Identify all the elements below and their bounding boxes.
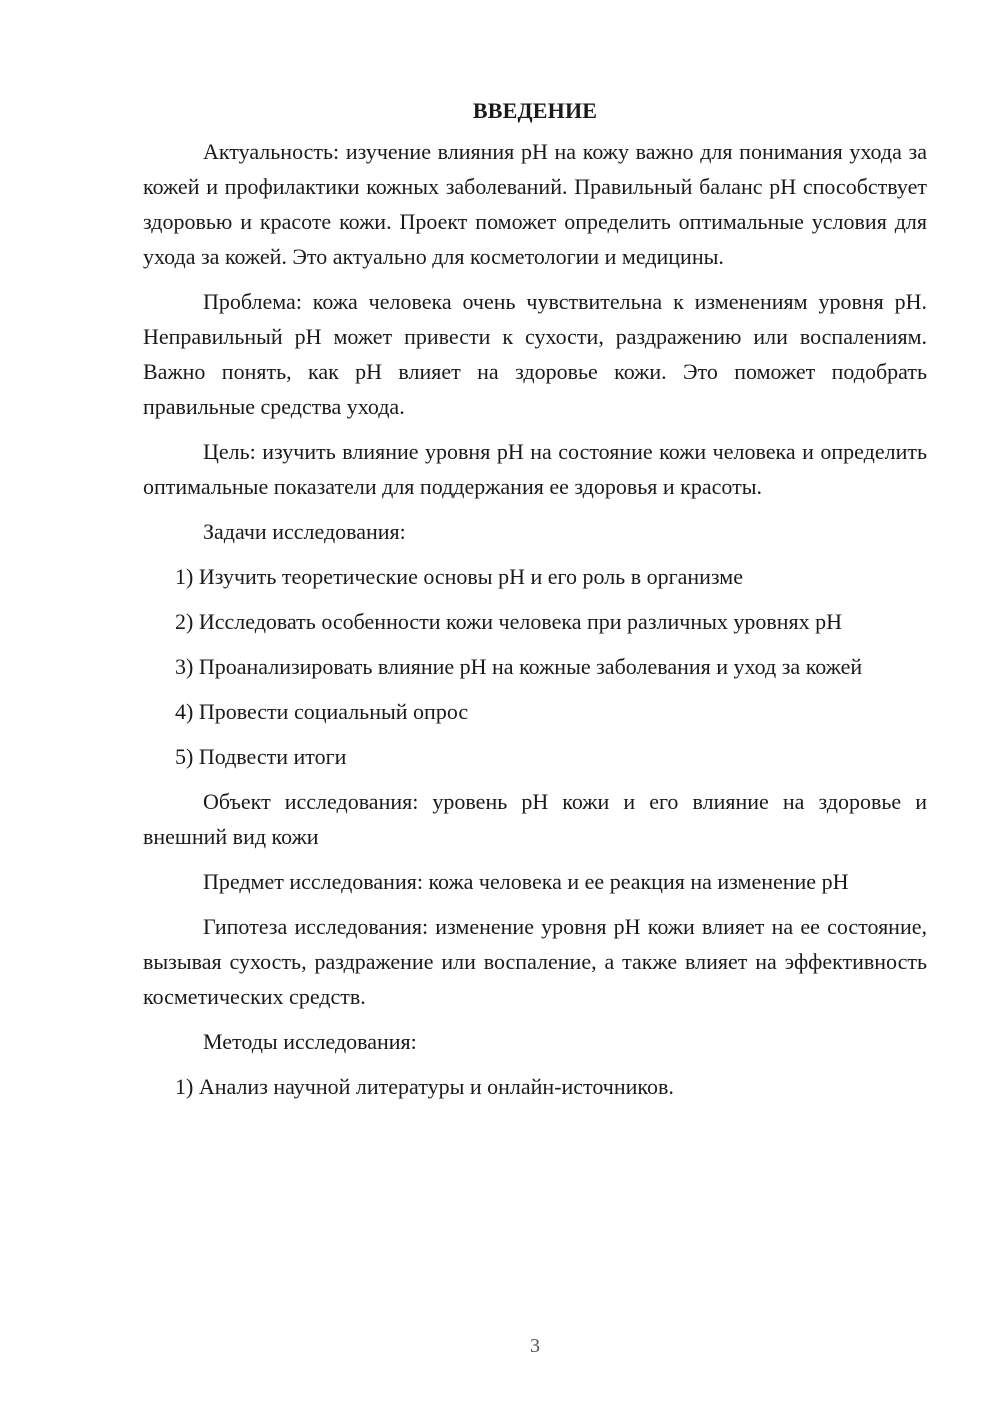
page-number: 3 bbox=[530, 1335, 540, 1357]
task-item-4: 4) Провести социальный опрос bbox=[175, 699, 469, 724]
goal-paragraph: Цель: изучить влияние уровня pH на состояние кожи человека и определить оптимальные показатели для поддержания ее здоровья и красоты. bbox=[143, 439, 927, 499]
task-item-2: 2) Исследовать особенности кожи человека при различных уровнях pH bbox=[175, 609, 843, 634]
hypothesis-paragraph: Гипотеза исследования: изменение уровня pH кожи влияет на ее состояние, вызывая сухость, раздражение или воспаление, а также влияет на эффективность косметических средств. bbox=[143, 914, 927, 1009]
method-item-1: 1) Анализ научной литературы и онлайн-источников. bbox=[175, 1074, 674, 1099]
subject-paragraph: Предмет исследования: кожа человека и ее реакция на изменение pH bbox=[203, 869, 849, 894]
task-item-5: 5) Подвести итоги bbox=[175, 744, 347, 769]
page-content bbox=[143, 94, 927, 1114]
tasks-heading: Задачи исследования: bbox=[203, 519, 406, 544]
section-title: ВВЕДЕНИЕ bbox=[472, 98, 598, 123]
methods-heading: Методы исследования: bbox=[203, 1029, 417, 1054]
object-paragraph: Объект исследования: уровень pH кожи и его влияние на здоровье и внешний вид кожи bbox=[143, 789, 927, 849]
task-item-1: 1) Изучить теоретические основы pH и его роль в организме bbox=[175, 564, 743, 589]
problem-paragraph: Проблема: кожа человека очень чувствительна к изменениям уровня pH. Неправильный pH может привести к сухости, раздражению или воспалениям. Важно понять, как pH влияет на здоровье кожи. Это поможет подобрать правильные средства ухода. bbox=[143, 289, 927, 419]
relevance-paragraph: Актуальность: изучение влияния pH на кожу важно для понимания ухода за кожей и профилактики кожных заболеваний. Правильный баланс pH способствует здоровью и красоте кожи. Проект поможет определить оптимальные условия для ухода за кожей. Это актуально для косметологии и медицины. bbox=[143, 139, 927, 269]
task-item-3: 3) Проанализировать влияние pH на кожные заболевания и уход за кожей bbox=[175, 654, 863, 679]
